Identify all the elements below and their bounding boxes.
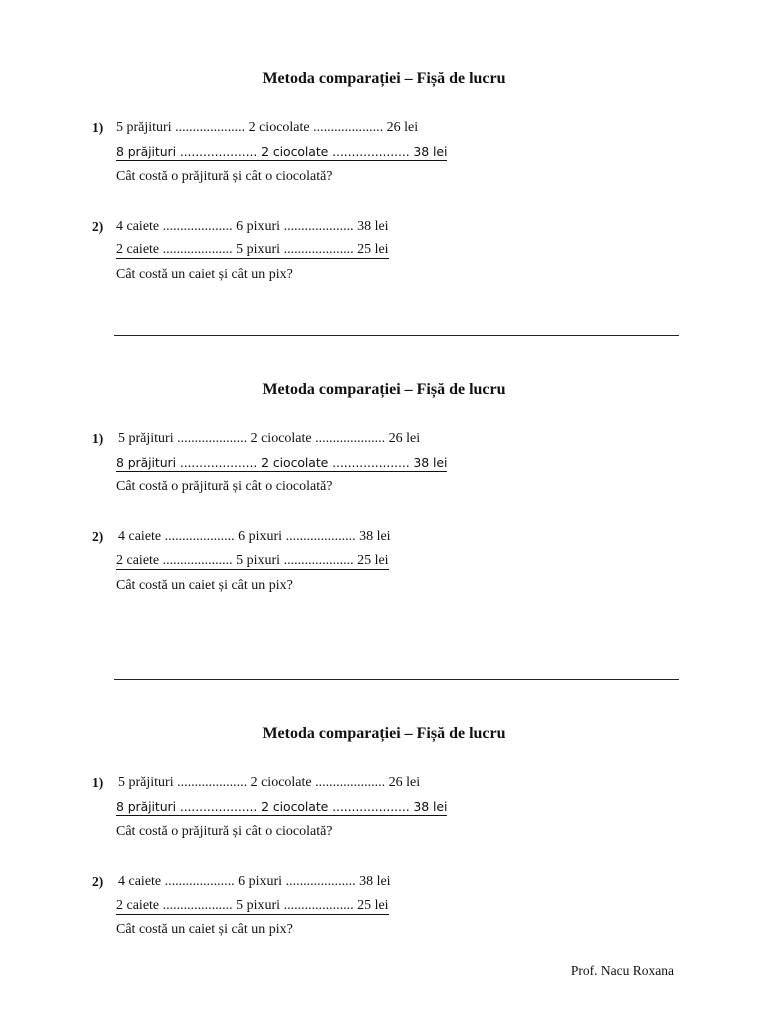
problem-number: 2) <box>92 874 104 889</box>
problem-line-2: 2 caiete .................... 5 pixuri .................... 25 lei <box>116 898 389 913</box>
problem-line-1: 5 prăjituri .................... 2 ciocolate .................... 26 lei <box>118 431 421 446</box>
cut-line-divider <box>114 335 679 336</box>
problem-question: Cât costă o prăjitură și cât o ciocolată? <box>116 169 333 184</box>
problem-question: Cât costă un caiet și cât un pix? <box>116 922 293 937</box>
problem-line-2: 2 caiete .................... 5 pixuri .................... 25 lei <box>116 553 389 568</box>
problem-line-2: 2 caiete .................... 5 pixuri .................... 25 lei <box>116 242 389 257</box>
problem-number: 2) <box>92 219 104 234</box>
problem-question: Cât costă o prăjitură și cât o ciocolată? <box>116 479 333 494</box>
problem-number: 1) <box>92 120 104 135</box>
problem-line-1: 5 prăjituri .................... 2 ciocolate .................... 26 lei <box>118 775 421 790</box>
problem-line-1: 4 caiete .................... 6 pixuri .................... 38 lei <box>118 874 391 889</box>
problem-number: 1) <box>92 775 104 790</box>
worksheet-title: Metoda comparației – Fișă de lucru <box>262 725 506 742</box>
problem-line-1: 5 prăjituri .................... 2 ciocolate .................... 26 lei <box>116 120 419 135</box>
problem-question: Cât costă un caiet și cât un pix? <box>116 267 293 282</box>
author-signature: Prof. Nacu Roxana <box>570 963 674 978</box>
problem-line-1: 4 caiete .................... 6 pixuri .................... 38 lei <box>118 529 391 544</box>
worksheet-title: Metoda comparației – Fișă de lucru <box>262 381 506 398</box>
problem-number: 2) <box>92 529 104 544</box>
problem-question: Cât costă o prăjitură și cât o ciocolată? <box>116 824 333 839</box>
problem-number: 1) <box>92 431 104 446</box>
problem-line-2: 8 prăjituri .................... 2 ciocolate .................... 38 lei <box>116 455 448 470</box>
problem-line-1: 4 caiete .................... 6 pixuri .................... 38 lei <box>116 219 389 234</box>
problem-line-2: 8 prăjituri .................... 2 ciocolate .................... 38 lei <box>116 799 448 814</box>
problem-line-2: 8 prăjituri .................... 2 ciocolate .................... 38 lei <box>116 144 448 159</box>
cut-line-divider <box>114 679 679 680</box>
worksheet-title: Metoda comparației – Fișă de lucru <box>262 70 506 87</box>
problem-question: Cât costă un caiet și cât un pix? <box>116 578 293 593</box>
